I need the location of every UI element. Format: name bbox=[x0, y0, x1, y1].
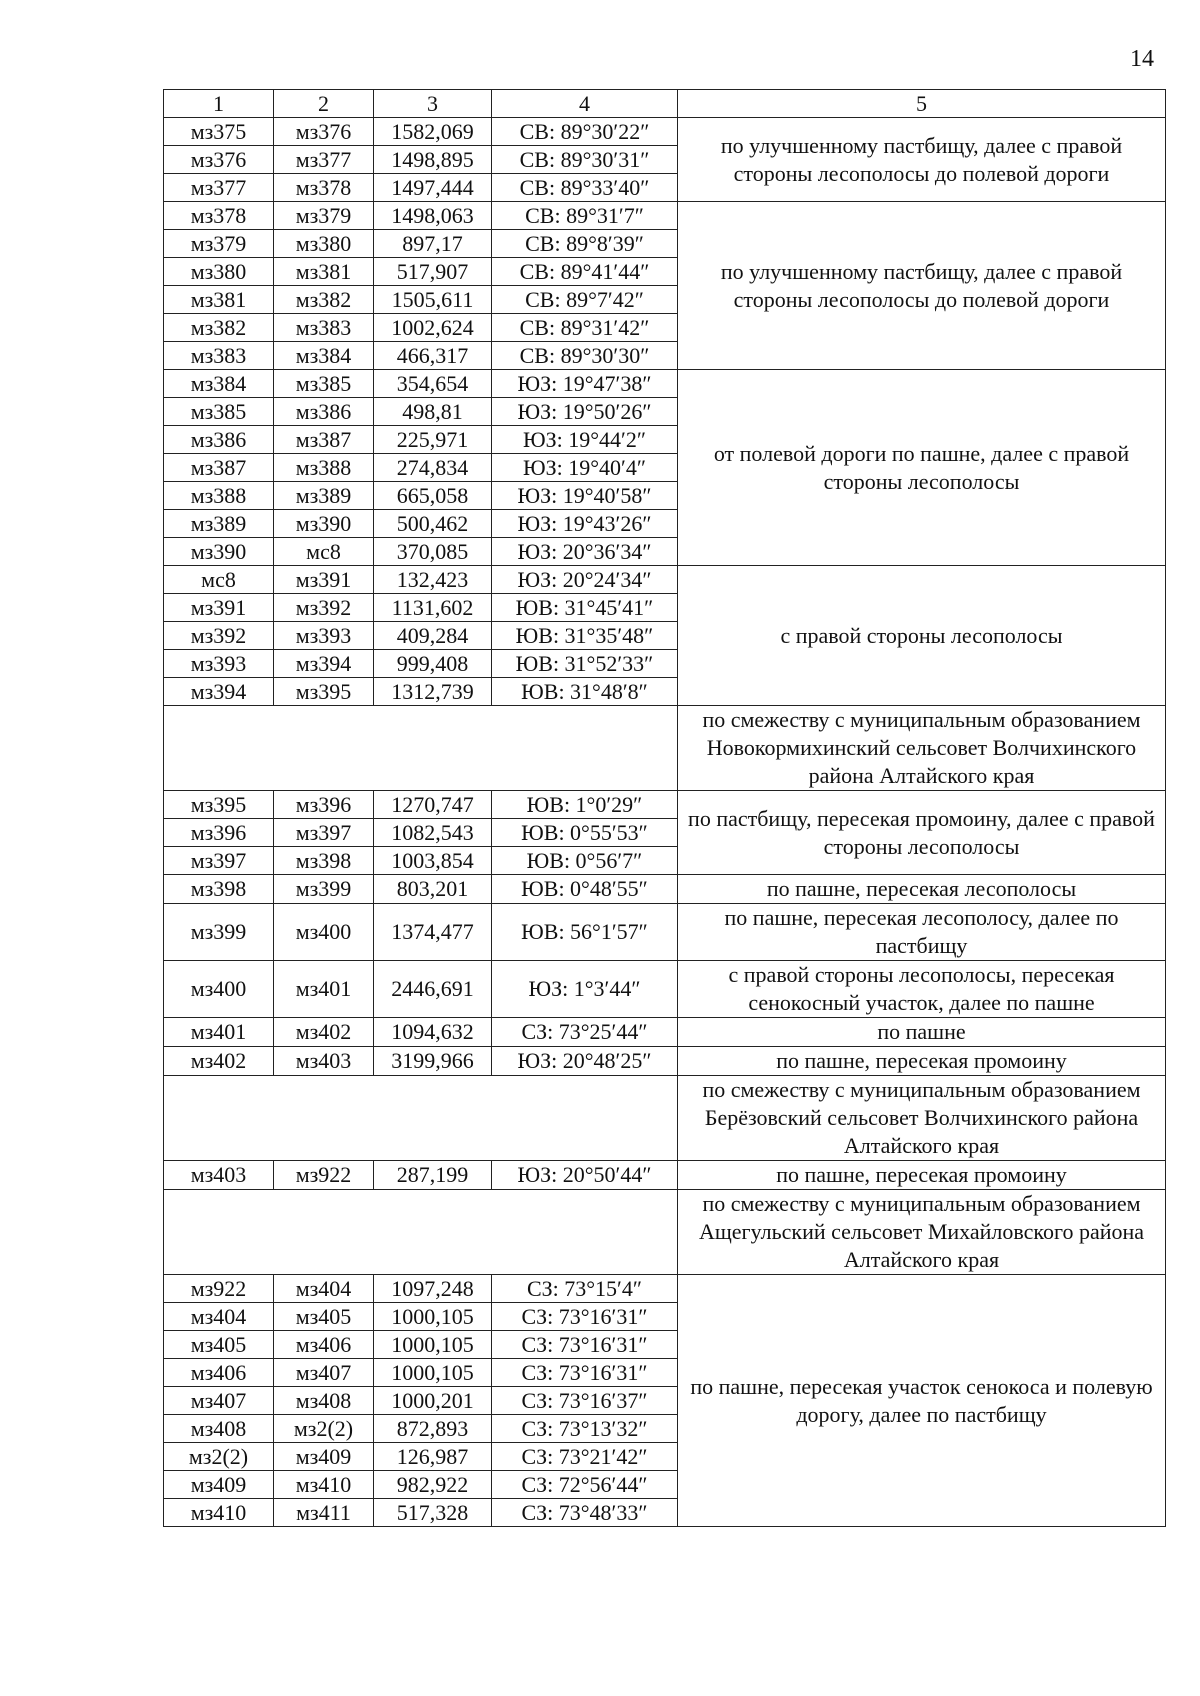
to-point-cell: мз922 bbox=[274, 1161, 374, 1190]
table-row bbox=[164, 961, 1166, 1018]
to-point-cell: мз405 bbox=[274, 1303, 374, 1331]
description-cell: по смежеству с муниципальным образованием Новокормихинский сельсовет Волчихинского района Алтайского края bbox=[678, 706, 1166, 791]
to-point-cell: мз376 bbox=[274, 118, 374, 146]
bearing-cell: СЗ: 73°16′31″ bbox=[492, 1331, 678, 1359]
bearing-cell: ЮВ: 0°56′7″ bbox=[492, 847, 678, 875]
bearing-cell: ЮЗ: 19°47′38″ bbox=[492, 370, 678, 398]
table-row bbox=[164, 370, 1166, 398]
from-point-cell: мз405 bbox=[164, 1331, 274, 1359]
length-cell: 225,971 bbox=[374, 426, 492, 454]
from-point-cell: мз377 bbox=[164, 174, 274, 202]
length-cell: 872,893 bbox=[374, 1415, 492, 1443]
to-point-cell: мз397 bbox=[274, 819, 374, 847]
to-point-cell: мз382 bbox=[274, 286, 374, 314]
bearing-cell: ЮВ: 31°35′48″ bbox=[492, 622, 678, 650]
to-point-cell: мз394 bbox=[274, 650, 374, 678]
bearing-cell: СВ: 89°41′44″ bbox=[492, 258, 678, 286]
description-cell: по улучшенному пастбищу, далее с правой стороны лесополосы до полевой дороги bbox=[678, 202, 1166, 370]
length-cell: 1498,063 bbox=[374, 202, 492, 230]
length-cell: 466,317 bbox=[374, 342, 492, 370]
description-cell: от полевой дороги по пашне, далее с правой стороны лесополосы bbox=[678, 370, 1166, 566]
from-point-cell: мз408 bbox=[164, 1415, 274, 1443]
bearing-cell: СЗ: 73°16′31″ bbox=[492, 1359, 678, 1387]
bearing-cell: СВ: 89°30′31″ bbox=[492, 146, 678, 174]
from-point-cell: мз392 bbox=[164, 622, 274, 650]
blank-cell bbox=[164, 706, 678, 791]
length-cell: 1374,477 bbox=[374, 904, 492, 961]
length-cell: 1312,739 bbox=[374, 678, 492, 706]
to-point-cell: мз404 bbox=[274, 1275, 374, 1303]
length-cell: 1497,444 bbox=[374, 174, 492, 202]
adjacency-row bbox=[164, 706, 1166, 791]
description-cell: с правой стороны лесополосы bbox=[678, 566, 1166, 706]
from-point-cell: мз385 bbox=[164, 398, 274, 426]
length-cell: 1505,611 bbox=[374, 286, 492, 314]
length-cell: 517,907 bbox=[374, 258, 492, 286]
from-point-cell: мз389 bbox=[164, 510, 274, 538]
length-cell: 999,408 bbox=[374, 650, 492, 678]
length-cell: 1498,895 bbox=[374, 146, 492, 174]
description-cell: по пашне, пересекая промоину bbox=[678, 1047, 1166, 1076]
length-cell: 1000,105 bbox=[374, 1331, 492, 1359]
bearing-cell: СЗ: 73°16′31″ bbox=[492, 1303, 678, 1331]
from-point-cell: мз400 bbox=[164, 961, 274, 1018]
bearing-cell: ЮВ: 31°48′8″ bbox=[492, 678, 678, 706]
length-cell: 803,201 bbox=[374, 875, 492, 904]
bearing-cell: ЮЗ: 20°24′34″ bbox=[492, 566, 678, 594]
to-point-cell: мз398 bbox=[274, 847, 374, 875]
to-point-cell: мс8 bbox=[274, 538, 374, 566]
from-point-cell: мз375 bbox=[164, 118, 274, 146]
from-point-cell: мз2(2) bbox=[164, 1443, 274, 1471]
blank-cell bbox=[164, 1190, 678, 1275]
table-row bbox=[164, 1018, 1166, 1047]
description-cell: по улучшенному пастбищу, далее с правой стороны лесополосы до полевой дороги bbox=[678, 118, 1166, 202]
length-cell: 409,284 bbox=[374, 622, 492, 650]
from-point-cell: мз407 bbox=[164, 1387, 274, 1415]
length-cell: 3199,966 bbox=[374, 1047, 492, 1076]
to-point-cell: мз389 bbox=[274, 482, 374, 510]
bearing-cell: СВ: 89°31′42″ bbox=[492, 314, 678, 342]
from-point-cell: мз384 bbox=[164, 370, 274, 398]
bearing-cell: ЮЗ: 19°40′4″ bbox=[492, 454, 678, 482]
length-cell: 1097,248 bbox=[374, 1275, 492, 1303]
to-point-cell: мз378 bbox=[274, 174, 374, 202]
description-cell: с правой стороны лесополосы, пересекая сенокосный участок, далее по пашне bbox=[678, 961, 1166, 1018]
length-cell: 370,085 bbox=[374, 538, 492, 566]
header-cell: 5 bbox=[678, 90, 1166, 118]
from-point-cell: мз382 bbox=[164, 314, 274, 342]
bearing-cell: ЮЗ: 19°44′2″ bbox=[492, 426, 678, 454]
bearing-cell: ЮВ: 0°55′53″ bbox=[492, 819, 678, 847]
to-point-cell: мз385 bbox=[274, 370, 374, 398]
adjacency-row bbox=[164, 1076, 1166, 1161]
to-point-cell: мз401 bbox=[274, 961, 374, 1018]
header-cell: 4 bbox=[492, 90, 678, 118]
to-point-cell: мз377 bbox=[274, 146, 374, 174]
length-cell: 1082,543 bbox=[374, 819, 492, 847]
from-point-cell: мз410 bbox=[164, 1499, 274, 1527]
from-point-cell: мз406 bbox=[164, 1359, 274, 1387]
to-point-cell: мз392 bbox=[274, 594, 374, 622]
length-cell: 2446,691 bbox=[374, 961, 492, 1018]
bearing-cell: ЮЗ: 20°50′44″ bbox=[492, 1161, 678, 1190]
table-row bbox=[164, 904, 1166, 961]
to-point-cell: мз399 bbox=[274, 875, 374, 904]
from-point-cell: мз402 bbox=[164, 1047, 274, 1076]
bearing-cell: СЗ: 73°13′32″ bbox=[492, 1415, 678, 1443]
to-point-cell: мз383 bbox=[274, 314, 374, 342]
to-point-cell: мз380 bbox=[274, 230, 374, 258]
length-cell: 132,423 bbox=[374, 566, 492, 594]
to-point-cell: мз391 bbox=[274, 566, 374, 594]
table-row bbox=[164, 1047, 1166, 1076]
bearing-cell: ЮВ: 1°0′29″ bbox=[492, 791, 678, 819]
bearing-cell: СВ: 89°7′42″ bbox=[492, 286, 678, 314]
bearing-cell: ЮВ: 31°52′33″ bbox=[492, 650, 678, 678]
from-point-cell: мз397 bbox=[164, 847, 274, 875]
description-cell: по пашне, пересекая лесополосы bbox=[678, 875, 1166, 904]
header-cell: 1 bbox=[164, 90, 274, 118]
bearing-cell: ЮЗ: 19°50′26″ bbox=[492, 398, 678, 426]
from-point-cell: мз396 bbox=[164, 819, 274, 847]
bearing-cell: ЮВ: 0°48′55″ bbox=[492, 875, 678, 904]
description-cell: по пашне, пересекая лесополосу, далее по пастбищу bbox=[678, 904, 1166, 961]
from-point-cell: мз403 bbox=[164, 1161, 274, 1190]
from-point-cell: мз409 bbox=[164, 1471, 274, 1499]
description-cell: по пашне bbox=[678, 1018, 1166, 1047]
table-row bbox=[164, 875, 1166, 904]
from-point-cell: мз401 bbox=[164, 1018, 274, 1047]
boundary-table bbox=[163, 89, 1166, 1527]
length-cell: 982,922 bbox=[374, 1471, 492, 1499]
bearing-cell: СЗ: 73°48′33″ bbox=[492, 1499, 678, 1527]
bearing-cell: СВ: 89°31′7″ bbox=[492, 202, 678, 230]
from-point-cell: мз922 bbox=[164, 1275, 274, 1303]
length-cell: 1000,201 bbox=[374, 1387, 492, 1415]
to-point-cell: мз403 bbox=[274, 1047, 374, 1076]
length-cell: 897,17 bbox=[374, 230, 492, 258]
from-point-cell: мз381 bbox=[164, 286, 274, 314]
from-point-cell: мз394 bbox=[164, 678, 274, 706]
table-row bbox=[164, 118, 1166, 146]
bearing-cell: ЮЗ: 20°48′25″ bbox=[492, 1047, 678, 1076]
length-cell: 1000,105 bbox=[374, 1303, 492, 1331]
to-point-cell: мз384 bbox=[274, 342, 374, 370]
to-point-cell: мз400 bbox=[274, 904, 374, 961]
length-cell: 1094,632 bbox=[374, 1018, 492, 1047]
bearing-cell: СВ: 89°30′30″ bbox=[492, 342, 678, 370]
to-point-cell: мз408 bbox=[274, 1387, 374, 1415]
table-row bbox=[164, 566, 1166, 594]
from-point-cell: мз391 bbox=[164, 594, 274, 622]
length-cell: 1003,854 bbox=[374, 847, 492, 875]
header-cell: 2 bbox=[274, 90, 374, 118]
from-point-cell: мз399 bbox=[164, 904, 274, 961]
length-cell: 498,81 bbox=[374, 398, 492, 426]
bearing-cell: ЮЗ: 1°3′44″ bbox=[492, 961, 678, 1018]
from-point-cell: мз395 bbox=[164, 791, 274, 819]
table-row bbox=[164, 791, 1166, 819]
from-point-cell: мз376 bbox=[164, 146, 274, 174]
length-cell: 1270,747 bbox=[374, 791, 492, 819]
from-point-cell: мз398 bbox=[164, 875, 274, 904]
from-point-cell: мс8 bbox=[164, 566, 274, 594]
to-point-cell: мз379 bbox=[274, 202, 374, 230]
to-point-cell: мз406 bbox=[274, 1331, 374, 1359]
to-point-cell: мз411 bbox=[274, 1499, 374, 1527]
length-cell: 354,654 bbox=[374, 370, 492, 398]
description-cell: по смежеству с муниципальным образованием Берёзовский сельсовет Волчихинского района Алтайского края bbox=[678, 1076, 1166, 1161]
length-cell: 126,987 bbox=[374, 1443, 492, 1471]
to-point-cell: мз410 bbox=[274, 1471, 374, 1499]
length-cell: 665,058 bbox=[374, 482, 492, 510]
to-point-cell: мз393 bbox=[274, 622, 374, 650]
length-cell: 1131,602 bbox=[374, 594, 492, 622]
to-point-cell: мз402 bbox=[274, 1018, 374, 1047]
length-cell: 500,462 bbox=[374, 510, 492, 538]
length-cell: 1582,069 bbox=[374, 118, 492, 146]
to-point-cell: мз396 bbox=[274, 791, 374, 819]
bearing-cell: СЗ: 73°25′44″ bbox=[492, 1018, 678, 1047]
bearing-cell: ЮЗ: 20°36′34″ bbox=[492, 538, 678, 566]
bearing-cell: СЗ: 72°56′44″ bbox=[492, 1471, 678, 1499]
bearing-cell: СВ: 89°33′40″ bbox=[492, 174, 678, 202]
length-cell: 1000,105 bbox=[374, 1359, 492, 1387]
from-point-cell: мз380 bbox=[164, 258, 274, 286]
description-cell: по пашне, пересекая участок сенокоса и полевую дорогу, далее по пастбищу bbox=[678, 1275, 1166, 1527]
from-point-cell: мз387 bbox=[164, 454, 274, 482]
description-cell: по пастбищу, пересекая промоину, далее с правой стороны лесополосы bbox=[678, 791, 1166, 875]
from-point-cell: мз390 bbox=[164, 538, 274, 566]
from-point-cell: мз386 bbox=[164, 426, 274, 454]
bearing-cell: СЗ: 73°16′37″ bbox=[492, 1387, 678, 1415]
from-point-cell: мз404 bbox=[164, 1303, 274, 1331]
description-cell: по смежеству с муниципальным образованием Ащегульский сельсовет Михайловского района Алтайского края bbox=[678, 1190, 1166, 1275]
to-point-cell: мз381 bbox=[274, 258, 374, 286]
from-point-cell: мз378 bbox=[164, 202, 274, 230]
from-point-cell: мз393 bbox=[164, 650, 274, 678]
to-point-cell: мз409 bbox=[274, 1443, 374, 1471]
length-cell: 287,199 bbox=[374, 1161, 492, 1190]
page-number: 14 bbox=[1130, 46, 1154, 72]
length-cell: 1002,624 bbox=[374, 314, 492, 342]
table-row bbox=[164, 202, 1166, 230]
table-row bbox=[164, 1161, 1166, 1190]
bearing-cell: СВ: 89°30′22″ bbox=[492, 118, 678, 146]
bearing-cell: ЮЗ: 19°43′26″ bbox=[492, 510, 678, 538]
header-row bbox=[164, 90, 1166, 118]
blank-cell bbox=[164, 1076, 678, 1161]
table-row bbox=[164, 1275, 1166, 1303]
description-cell: по пашне, пересекая промоину bbox=[678, 1161, 1166, 1190]
length-cell: 274,834 bbox=[374, 454, 492, 482]
bearing-cell: СВ: 89°8′39″ bbox=[492, 230, 678, 258]
from-point-cell: мз388 bbox=[164, 482, 274, 510]
bearing-cell: СЗ: 73°21′42″ bbox=[492, 1443, 678, 1471]
to-point-cell: мз390 bbox=[274, 510, 374, 538]
to-point-cell: мз388 bbox=[274, 454, 374, 482]
to-point-cell: мз387 bbox=[274, 426, 374, 454]
from-point-cell: мз379 bbox=[164, 230, 274, 258]
length-cell: 517,328 bbox=[374, 1499, 492, 1527]
bearing-cell: ЮЗ: 19°40′58″ bbox=[492, 482, 678, 510]
adjacency-row bbox=[164, 1190, 1166, 1275]
to-point-cell: мз2(2) bbox=[274, 1415, 374, 1443]
to-point-cell: мз395 bbox=[274, 678, 374, 706]
to-point-cell: мз386 bbox=[274, 398, 374, 426]
bearing-cell: ЮВ: 31°45′41″ bbox=[492, 594, 678, 622]
to-point-cell: мз407 bbox=[274, 1359, 374, 1387]
bearing-cell: СЗ: 73°15′4″ bbox=[492, 1275, 678, 1303]
bearing-cell: ЮВ: 56°1′57″ bbox=[492, 904, 678, 961]
header-cell: 3 bbox=[374, 90, 492, 118]
from-point-cell: мз383 bbox=[164, 342, 274, 370]
